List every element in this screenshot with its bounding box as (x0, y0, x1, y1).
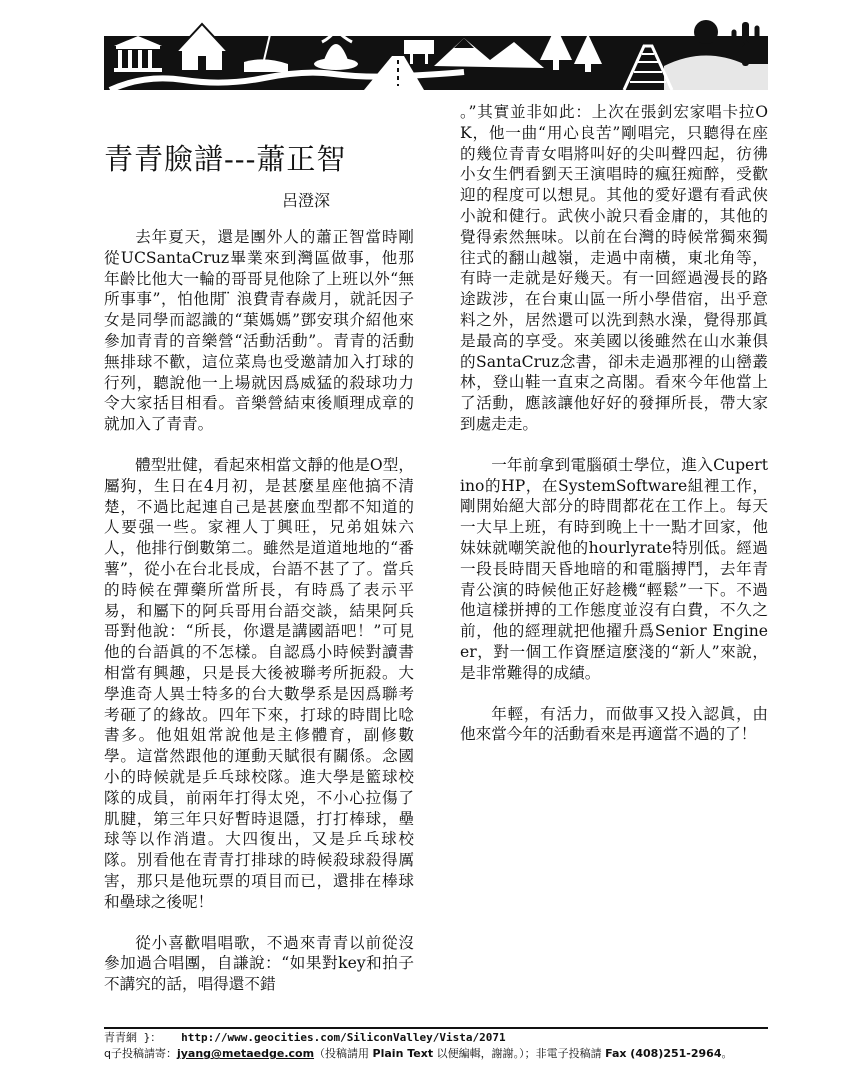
article-author: 呂澄深 (282, 191, 331, 210)
footer-email-link[interactable]: jyang@metaedge.com (176, 1047, 315, 1060)
paragraph: 年輕，有活力，而做事又投入認眞，由他來當今年的活動看來是再適當不過的了！ (460, 704, 768, 744)
article-title: 青青臉譜---蕭正智 (104, 142, 347, 176)
footer-end: 。 (721, 1047, 733, 1060)
footer-submission-line (104, 1046, 732, 1062)
sun-icon (694, 20, 718, 44)
footer-submit-note: （投稿請用 (314, 1047, 370, 1060)
header-scenery-banner (104, 16, 768, 90)
footer-website-link[interactable]: http://www.geocities.com/SiliconValley/Vista/2071 (181, 1031, 506, 1044)
footer-fax-number: Fax (408)251-2964 (605, 1047, 722, 1060)
footer-website-line (104, 1030, 506, 1046)
paragraph: 一年前拿到電腦碩士學位，進入Cupertino的HP，在SystemSoftware組裡工作，剛開始絕大部分的時間都花在工作上。每天一大早上班，有時到晚上十一點才回家，他妹妹就嘲笑說他的hourlyrate特別低。經過一段長時間天昏地暗的和電腦搏鬥，去年青青公演的時候他正好趁機“輕鬆”一下。不過他這樣拼搏的工作態度並沒有白費，不久之前，他的經理就把他擢升爲Senior Engineer，對一個工作資歷這麼淺的“新人”來說，是非常難得的成績。 (460, 455, 768, 682)
footer-divider (104, 1027, 768, 1029)
paragraph: 體型壯健，看起來相當文靜的他是O型，屬狗，生日在4月初，是甚麼星座他搞不清楚，不過比起連自己是甚麼血型都不知道的人要强一些。家裡人丁興旺，兄弟姐妹六人，他排行倒數第二。雖然是道道地地的“番薯”，從小在台北長成，台語不甚了了。當兵的時候在彈藥所當所長，有時爲了表示平易，和屬下的阿兵哥用台語交談，結果阿兵哥對他說：“所長，你還是講國語吧！”可見他的台語眞的不怎樣。自認爲小時候對讀書相當有興趣，只是長大後被聯考所扼殺。大學進奇人異士特多的台大數學系是因爲聯考考砸了的緣故。四年下來，打球的時間比唸書多。他姐姐常說他是主修體育，副修數學。這當然跟他的運動天賦很有關係。念國小的時候就是乒乓球校隊。進大學是籃球校隊的成員，前兩年打得太兇，不小心拉傷了肌腱，第三年只好暫時退隱，打打棒球，壘球等以作消遣。大四復出，又是乒乓球校隊。別看他在青青打排球的時候殺球殺得厲害，那只是他玩票的項目而已，還排在棒球和壘球之後呢！ (104, 455, 414, 911)
footer-plain-text: Plain Text (372, 1047, 434, 1060)
article-column-right (460, 102, 768, 765)
footer-website-label: 青青網 }： (104, 1031, 162, 1044)
house-icon (176, 24, 228, 70)
paragraph: 去年夏天，還是團外人的蕭正智當時剛從UCSantaCruz畢業來到灣區做事，他那年齡比他大一輪的哥哥見他除了上班以外“無所事事”，怕他閒 ̈ 浪費青春歲月，就託因子女是同學而認識的“葉媽媽”鄧安琪介紹他來參加青青的音樂營“活動活動”。青青的活動無排球不歡，這位菜鳥也受邀請加入打球的行列，聽說他一上場就因爲威猛的殺球功力令大家括目相看。音樂營結束後順理成章的就加入了青青。 (104, 228, 414, 434)
article-column-left (104, 227, 414, 1015)
footer-submit-note-2: 以便編輯，謝謝。）；非電子投稿請 (436, 1047, 602, 1060)
paragraph: 。”其實並非如此：上次在張釗宏家唱卡拉OK，他一曲“用心良苦”剛唱完，只聽得在座的幾位青青女唱將叫好的尖叫聲四起，彷彿小女生們看劉天王演唱時的瘋狂痴醉，受歡迎的程度可以想見。其他的愛好還有看武俠小說和健行。武俠小說只看金庸的，其他的覺得索然無味。以前在台灣的時候常獨來獨往式的翻山越嶺，走過中南橫，東北角等，有時一走就是好幾天。有一回經過漫長的路途跋涉，在台東山區一所小學借宿，出乎意料之外，居然還可以洗到熱水澡，覺得那眞是最高的享受。來美國以後雖然在山水兼俱的SantaCruz念書，卻未走過那裡的山巒叢林，登山鞋一直束之高閣。看來今年他當上了活動，應該讓他好好的發揮所長，帶大家到處走走。 (460, 103, 768, 433)
paragraph: 從小喜歡唱唱歌，不過來青青以前從沒參加過合唱團，自謙說：“如果對key和拍子不講究的話，唱得還不錯 (104, 933, 414, 994)
footer-submit-label: q子投稿請寄： (104, 1047, 177, 1060)
